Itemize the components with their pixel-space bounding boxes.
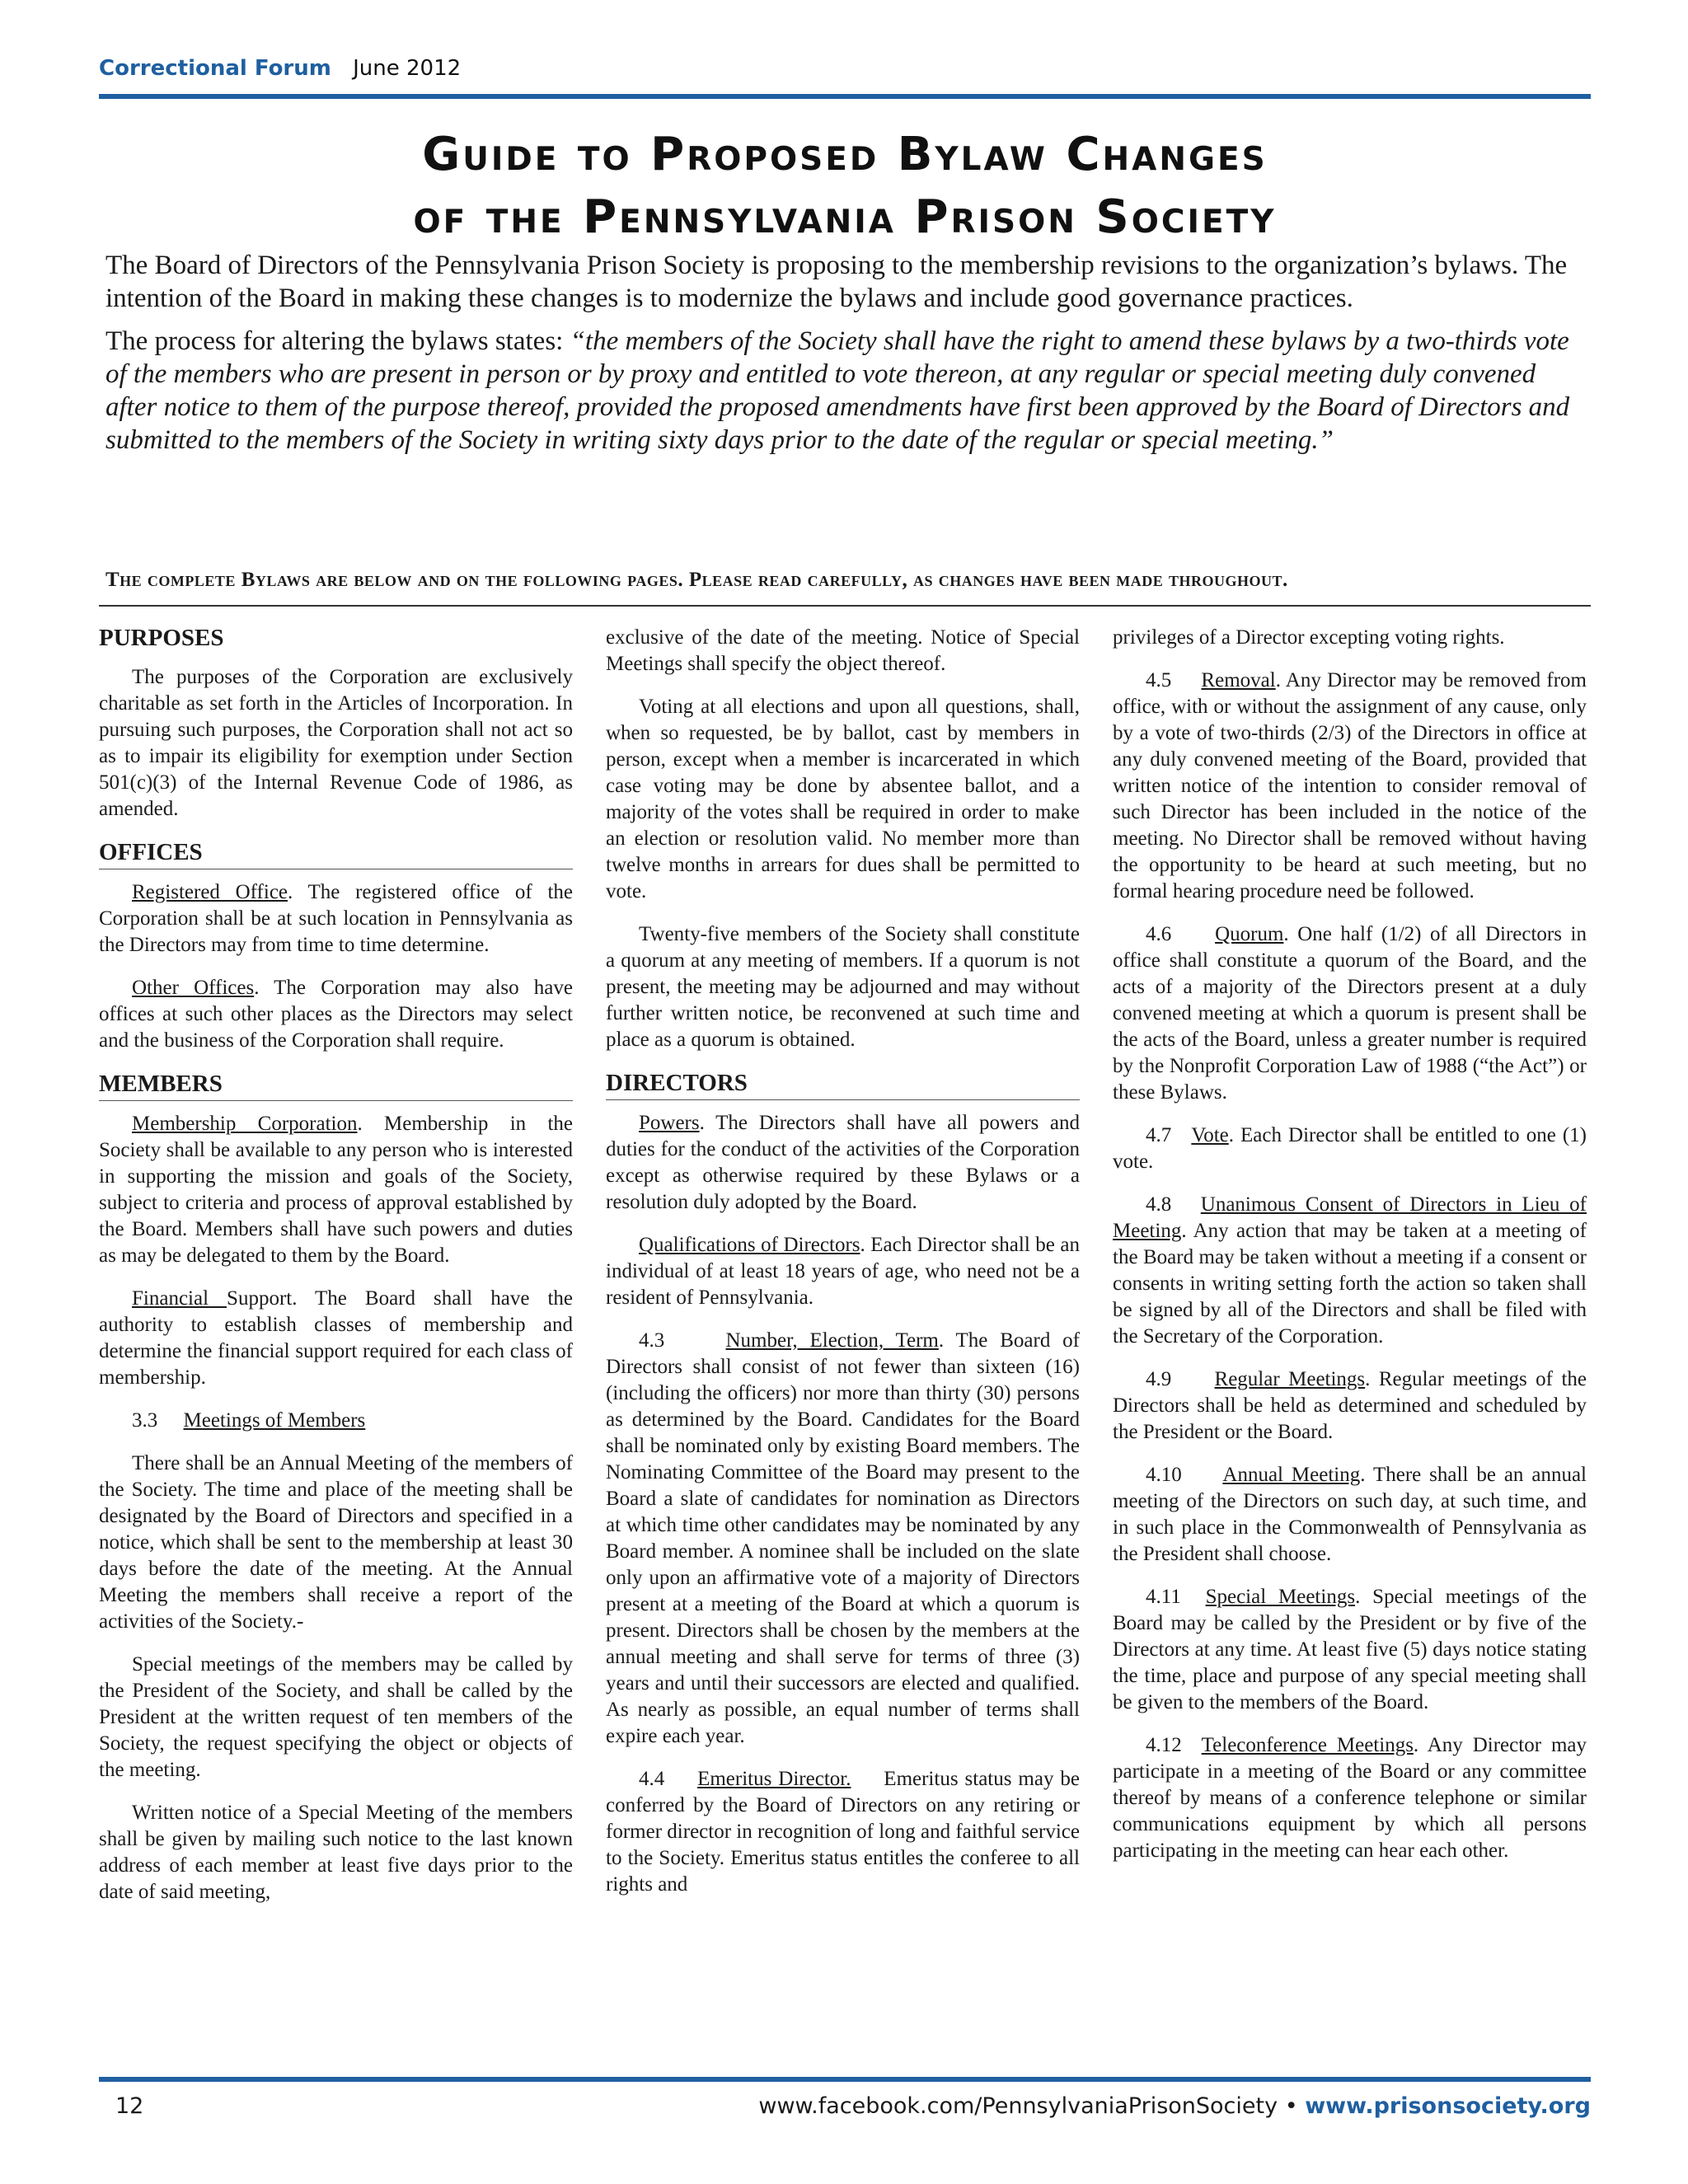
emeritus-continued: privileges of a Director excepting voting rights. bbox=[1113, 626, 1505, 649]
publication-name: Correctional Forum bbox=[99, 56, 331, 81]
directors-heading: DIRECTORS bbox=[606, 1070, 1080, 1100]
column-1 bbox=[99, 625, 573, 1922]
footer-rule bbox=[99, 2077, 1591, 2082]
intro-lead: The process for altering the bylaws states: bbox=[106, 326, 570, 356]
special-meetings-paragraph: Special meetings of the members may be called by the President of the Society, and shall be called by the President at the written request of ten members of the Society, the request specifying the object or objects of the meeting. bbox=[99, 1653, 573, 1781]
purposes-heading: PURPOSES bbox=[99, 625, 224, 651]
section-4-7: 4.7 Vote. Each Director shall be entitled to one (1) vote. bbox=[1113, 1124, 1587, 1173]
section-4-10: 4.10 Annual Meeting. There shall be an annual meeting of the Directors on such day, at such time, and in such place in the Commonwealth of Pennsylvania as the President shall choose. bbox=[1113, 1464, 1587, 1565]
written-notice-paragraph: Written notice of a Special Meeting of the members shall be given by mailing such notice to the last known address of each member at least five days prior to the date of said meeting, bbox=[99, 1802, 573, 1903]
website-link[interactable]: www.prisonsociety.org bbox=[1305, 2093, 1591, 2119]
section-4-4: 4.4 Emeritus Director. Emeritus status may be conferred by the Board of Directors on any retiring or former director in recognition of long and faithful service to the Society. Emeritus status entitles the conferee to all rights and bbox=[606, 1768, 1081, 1896]
intro-paragraph-1: The Board of Directors of the Pennsylvania Prison Society is proposing to the membership revisions to the organization’s bylaws. The intention of the Board in making these changes is to modernize the bylaws and include good governance practices. bbox=[106, 251, 1568, 313]
title-line-2: of the Pennsylvania Prison Society bbox=[413, 190, 1277, 244]
qualifications: Qualifications of Directors. Each Director shall be an individual of at least 18 years of age, who need not be a resident of Pennsylvania. bbox=[606, 1234, 1080, 1309]
column-3 bbox=[1113, 625, 1587, 1881]
intro-paragraph-2 bbox=[106, 325, 1589, 457]
footer-links bbox=[758, 2093, 1591, 2119]
registered-office: Registered Office. The registered office of the Corporation shall be at such location in Pennsylvania as the Directors may from time to time determine. bbox=[99, 881, 573, 956]
notice-rule bbox=[99, 605, 1591, 607]
page-header bbox=[99, 56, 1591, 81]
page-number: 12 bbox=[115, 2093, 144, 2119]
notice-continued: exclusive of the date of the meeting. Notice of Special Meetings shall specify the object thereof. bbox=[606, 626, 1080, 675]
section-4-3: 4.3 Number, Election, Term. The Board of Directors shall consist of not fewer than sixteen (16) (including the officers) nor more than thirty (30) persons as determined by the Board. Candidates for the Board shall be nominated only by existing Board members. The Nominating Committee of the Board may present to the Board a slate of candidates for nomination as Directors at which time other candidates may be nominated by any Board member. A nominee shall be included on the slate only upon an affirmative vote of a majority of Directors present at a meeting of the Board at which a quorum is present. Directors shall be chosen by the members at the annual meeting and shall serve for terms of three (3) years and until their successors are elected and qualified. As nearly as possible, an equal number of terms shall expire each year. bbox=[606, 1329, 1080, 1747]
title-line-1: Guide to Proposed Bylaw Changes bbox=[422, 128, 1268, 181]
annual-meeting-paragraph: There shall be an Annual Meeting of the members of the Society. The time and place of the meeting shall be designated by the Board of Directors and specified in a notice, which shall be sent to the membership at least 30 days before the date of the meeting. At the Annual Meeting the members shall receive a report of the activities of the Society.- bbox=[99, 1452, 573, 1633]
membership-corporation: Membership Corporation. Membership in the Society shall be available to any person who is interested in supporting the mission and goals of the Society, subject to criteria and process of approval established by the Board. Members shall have such powers and duties as may be delegated to them by the Board. bbox=[99, 1113, 573, 1267]
section-4-5: 4.5 Removal. Any Director may be removed from office, with or without the assignment of any cause, only by a vote of two-thirds (2/3) of the Directors in office at any duly convened meeting of the Board, provided that written notice of the intention to consider removal of such Director has been included in the notice of the meeting. No Director shall be removed without having the opportunity to be heard at such meeting, but no formal hearing procedure need be followed. bbox=[1113, 669, 1587, 902]
purposes-paragraph: The purposes of the Corporation are exclusively charitable as set forth in the Articles of Incorporation. In pursuing such purposes, the Corporation shall not act so as to impair its eligibility for exemption under Section 501(c)(3) of the Internal Revenue Code of 1986, as amended. bbox=[99, 666, 573, 820]
voting-paragraph: Voting at all elections and upon all questions, shall, when so requested, be by ballot, cast by members in person, except when a member is incarcerated in which case voting may be done by absentee ballot, and a majority of the votes shall be required in order to make an election or resolution valid. No member more than twelve months in arrears for dues shall be permitted to vote. bbox=[606, 696, 1080, 902]
intro bbox=[106, 249, 1589, 466]
section-4-6: 4.6 Quorum. One half (1/2) of all Directors in office shall constitute a quorum of the Board, and the acts of a majority of the Directors present at a duly convened meeting at which a quorum is present shall be the acts of the Board, unless a greater number is required by the Nonprofit Corporation Law of 1988 (“the Act”) or these Bylaws. bbox=[1113, 923, 1587, 1104]
bylaws-notice: The complete Bylaws are below and on the following pages. Please read carefully, as changes have been made throughout. bbox=[106, 569, 1288, 591]
members-heading: MEMBERS bbox=[99, 1071, 573, 1101]
column-2 bbox=[606, 625, 1080, 1915]
financial-support: Financial Support. The Board shall have the authority to establish classes of membership and determine the financial support required for each class of membership. bbox=[99, 1287, 573, 1389]
bylaw-quote: “the members of the Society shall have the right to amend these bylaws by a two-thirds vote of the members who are present in person or by proxy and entitled to vote thereon, at any regular or special meeting duly convened after notice to them of the purpose thereof, provided the proposed amendments have first been approved by the Board of Directors and submitted to the members of the Society in writing sixty days prior to the date of the regular or special meeting.” bbox=[106, 326, 1570, 455]
facebook-link[interactable]: www.facebook.com/PennsylvaniaPrisonSociety bbox=[758, 2093, 1278, 2119]
section-4-8: 4.8 Unanimous Consent of Directors in Lieu of Meeting. Any action that may be taken at a meeting of the Board may be taken without a meeting if a consent or consents in writing setting forth the action so taken shall be signed by all of the Directors and shall be filed with the Secretary of the Corporation. bbox=[1113, 1193, 1587, 1347]
section-4-9: 4.9 Regular Meetings. Regular meetings of the Directors shall be held as determined and scheduled by the President or the Board. bbox=[1113, 1368, 1587, 1443]
separator-bullet: • bbox=[1284, 2093, 1298, 2119]
other-offices: Other Offices. The Corporation may also have offices at such other places as the Directors may select and the business of the Corporation shall require. bbox=[99, 977, 573, 1052]
offices-heading: OFFICES bbox=[99, 839, 573, 869]
issue-date: June 2012 bbox=[353, 56, 462, 81]
meetings-of-members: 3.3 Meetings of Members bbox=[132, 1409, 366, 1432]
header-rule bbox=[99, 94, 1591, 99]
member-quorum-paragraph: Twenty-five members of the Society shall constitute a quorum at any meeting of members. If a quorum is not present, the meeting may be adjourned and may without further written notice, be reconvened at such time and place as a quorum is obtained. bbox=[606, 923, 1080, 1051]
powers: Powers. The Directors shall have all powers and duties for the conduct of the activities of the Corporation except as otherwise required by these Bylaws or a resolution duly adopted by the Board. bbox=[606, 1112, 1080, 1213]
section-4-11: 4.11 Special Meetings. Special meetings of the Board may be called by the President or by five of the Directors at any time. At least five (5) days notice stating the time, place and purpose of any special meeting shall be given to the members of the Board. bbox=[1113, 1586, 1587, 1713]
page-title bbox=[99, 124, 1591, 249]
section-4-12: 4.12 Teleconference Meetings. Any Director may participate in a meeting of the Board or any committee thereof by means of a conference telephone or similar communications equipment by which all persons participating in the meeting can hear each other. bbox=[1113, 1734, 1587, 1862]
